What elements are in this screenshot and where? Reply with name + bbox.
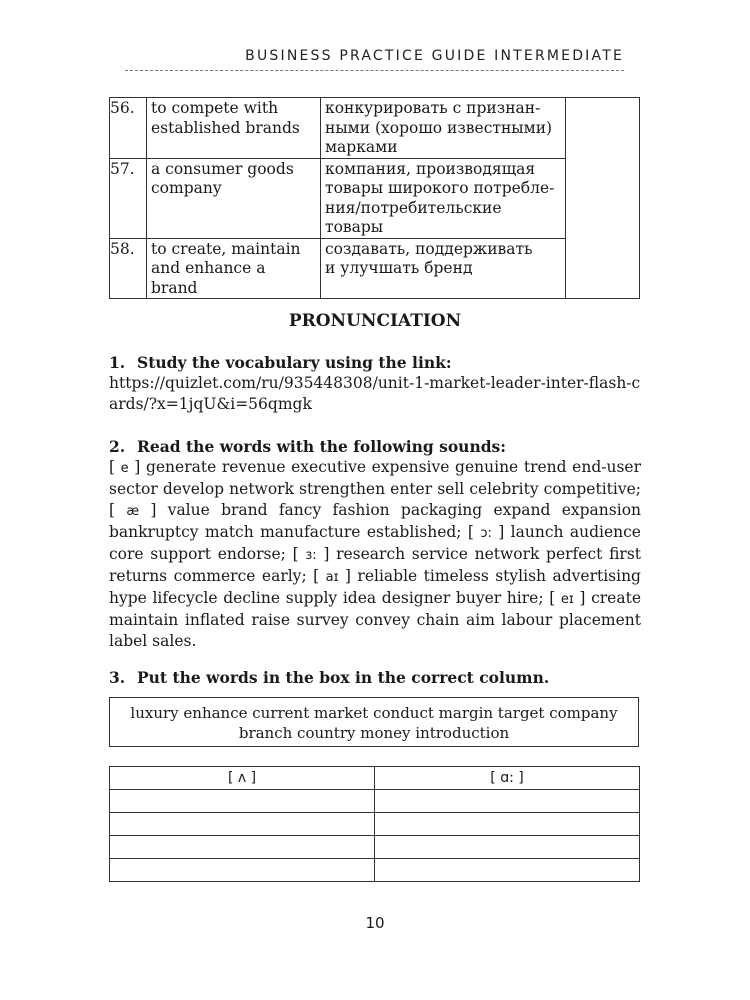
answer-cell[interactable] xyxy=(375,790,640,813)
answer-cell[interactable] xyxy=(110,790,375,813)
answer-cell[interactable] xyxy=(375,859,640,882)
table-row xyxy=(110,836,640,859)
russian-translation: создавать, поддерживать и улучшать бренд xyxy=(321,238,566,299)
task-1 xyxy=(109,352,641,415)
sound-group: [ ɜ: ] research service network perfect first returns commerce early; xyxy=(109,545,641,585)
page-number: 10 xyxy=(365,914,385,932)
row-number: 57. xyxy=(110,158,147,238)
vocabulary-link[interactable]: https://quizlet.com/ru/935448308/unit-1-market-leader-inter-flash-cards/?x=1jqU&i=56qmgk xyxy=(109,374,641,413)
russian-translation: компания, производящая товары широкого потребле- ния/потребительские товары xyxy=(321,158,566,238)
table-row xyxy=(110,238,640,299)
column-header-long-a: [ ɑ: ] xyxy=(375,767,640,790)
header-dashed-rule xyxy=(125,70,624,71)
answer-cell[interactable] xyxy=(110,836,375,859)
task-3-heading: 3. Put the words in the box in the correct column. xyxy=(109,668,550,687)
table-row xyxy=(110,158,640,238)
sound-groups xyxy=(109,457,641,652)
table-header-row xyxy=(110,767,640,790)
sound-group: [ e ] generate revenue executive expensive genuine trend end-user sector develop network strengthen enter sell celebrity competitive; xyxy=(109,458,642,498)
word-box: luxury enhance current market conduct margin target company branch country money introduction xyxy=(109,697,639,747)
sound-group: [ ɔ: ] launch audience core support endorse; xyxy=(109,523,641,563)
empty-cell xyxy=(566,238,640,299)
task-1-heading: 1. Study the vocabulary using the link: xyxy=(109,353,452,372)
russian-translation: конкурировать с признан- ными (хорошо известными) марками xyxy=(321,98,566,159)
english-term: a consumer goods company xyxy=(147,158,321,238)
row-number: 56. xyxy=(110,98,147,159)
vocabulary-table xyxy=(109,97,640,299)
english-term: to compete with established brands xyxy=(147,98,321,159)
task-2-heading: 2. Read the words with the following sounds: xyxy=(109,437,507,456)
answer-cell[interactable] xyxy=(110,813,375,836)
sound-columns-table xyxy=(109,766,640,882)
sound-group: [ aɪ ] reliable timeless stylish advertising hype lifecycle decline supply idea designer buyer hire; xyxy=(109,567,641,607)
table-row xyxy=(110,859,640,882)
answer-cell[interactable] xyxy=(375,836,640,859)
answer-cell[interactable] xyxy=(375,813,640,836)
sound-group: [ æ ] value brand fancy fashion packaging expand expansion bankruptcy match manufacture established; xyxy=(109,501,642,541)
task-3 xyxy=(109,667,641,688)
sound-group: [ eɪ ] create maintain inflated raise survey convey chain aim labour placement label sales. xyxy=(109,589,641,650)
english-term: to create, maintain and enhance a brand xyxy=(147,238,321,299)
table-row xyxy=(110,813,640,836)
answer-cell[interactable] xyxy=(110,859,375,882)
table-row xyxy=(110,790,640,813)
table-row xyxy=(110,98,640,159)
row-number: 58. xyxy=(110,238,147,299)
running-header: BUSINESS PRACTICE GUIDE INTERMEDIATE xyxy=(245,48,624,64)
column-header-short-u: [ ʌ ] xyxy=(110,767,375,790)
empty-cell xyxy=(566,158,640,238)
empty-cell xyxy=(566,98,640,159)
section-title: PRONUNCIATION xyxy=(288,311,462,331)
task-2 xyxy=(109,436,641,652)
